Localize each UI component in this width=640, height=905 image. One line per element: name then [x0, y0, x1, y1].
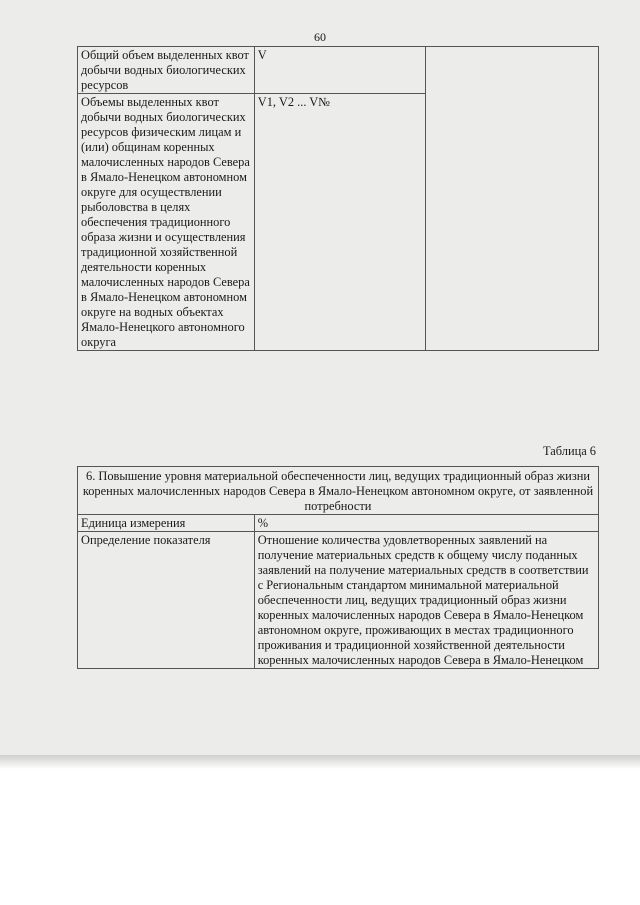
row-value: Отношение количества удовлетворенных заявлений на получение материальных средств к общему числу поданных заявлений на получение материальных средств в соответствии с Региональным стандартом минимальной материальной обеспеченности лиц, ведущих традиционный образ жизни коренных малочисленных народов Севера в Ямало-Ненецком автономном округе, проживающих в местах традиционного проживания и традиционной хозяйственной деятельности коренных малочисленных народов Севера в Ямало-Ненецком [254, 532, 598, 669]
row-value: V1, V2 ... V№ [254, 94, 426, 351]
row-note [426, 47, 599, 351]
table-header-row [78, 467, 599, 515]
page-number: 60 [314, 30, 326, 44]
row-label: Определение показателя [78, 532, 255, 669]
row-label: Объемы выделенных квот добычи водных биологических ресурсов физическим лицам и (или) общинам коренных малочисленных народов Севера в Ямало-Ненецком автономном округе для осуществлении рыболовства в целях обеспечения традиционного образа жизни и осуществления традиционной хозяйственной деятельности коренных малочисленных народов Севера в Ямало-Ненецком автономном округе на водных объектах Ямало-Ненецкого автономного округа [78, 94, 255, 351]
table-row [78, 532, 599, 669]
table-row [78, 515, 599, 532]
indicator-table-continued [77, 46, 599, 351]
page-edge-shadow [0, 755, 640, 769]
row-value: V [254, 47, 426, 94]
row-label: Единица измерения [78, 515, 255, 532]
row-label: Общий объем выделенных квот добычи водных биологических ресурсов [78, 47, 255, 94]
row-value: % [254, 515, 598, 532]
table-caption: Таблица 6 [543, 444, 596, 458]
indicator-table-6 [77, 466, 599, 669]
table-header: 6. Повышение уровня материальной обеспеченности лиц, ведущих традиционный образ жизни коренных малочисленных народов Севера в Ямало-Ненецком автономном округе, от заявленной потребности [78, 467, 599, 515]
table-row [78, 47, 599, 94]
